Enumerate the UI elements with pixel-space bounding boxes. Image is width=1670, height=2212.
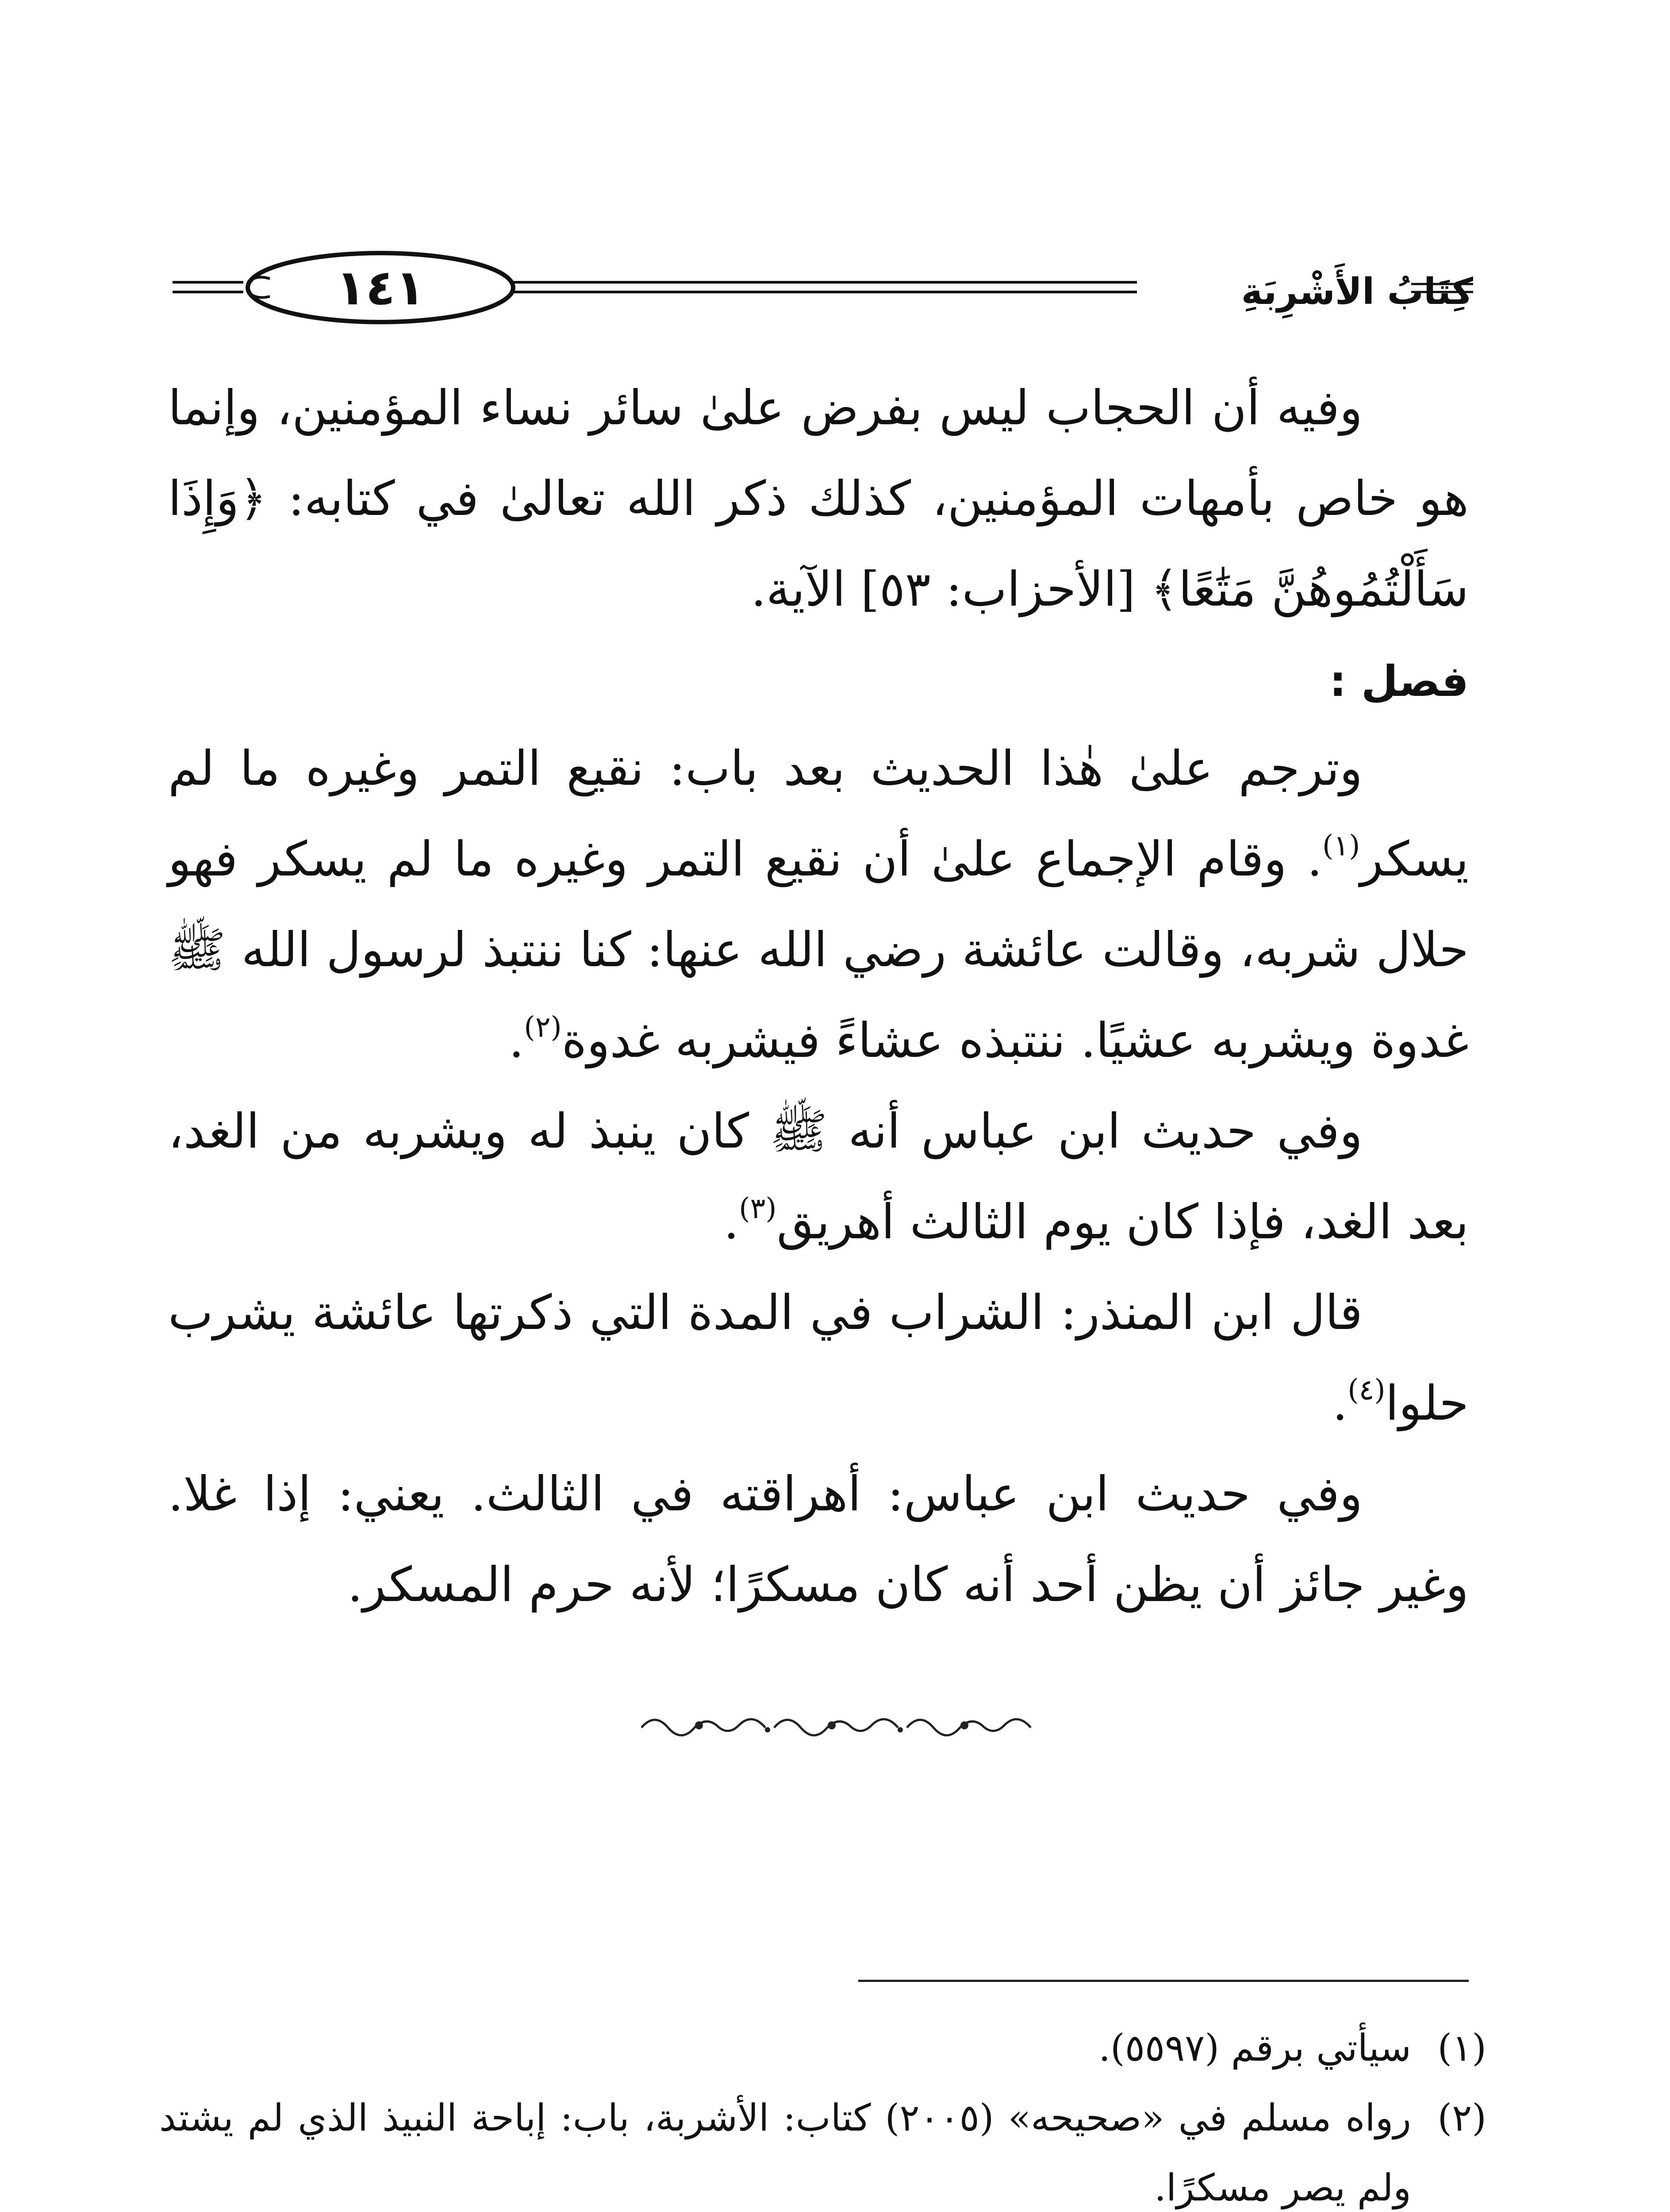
footnotes — [159, 2013, 1486, 2212]
footnote — [159, 2083, 1486, 2212]
paragraph-1: وفيه أن الحجاب ليس بفرض علىٰ سائر نساء المؤمنين، وإنما هو خاص بأمهات المؤمنين، كذلك ذكر الله تعالىٰ في كتابه: ﴿وَإِذَا سَأَلْتُمُوهُنَّ مَتَٰعًا﴾ [الأحزاب: ٥٣] الآية. — [168, 380, 1469, 617]
ornament-divider — [633, 1708, 1048, 1747]
footnote-number: (٢) — [1437, 2096, 1486, 2139]
footnote-ref-3[interactable]: (٣) — [739, 1192, 777, 1225]
paragraph-2-part-c: . — [509, 1013, 524, 1068]
paragraph-4-part-b: . — [1332, 1376, 1348, 1431]
main-text — [168, 363, 1469, 1630]
paragraph-3-part-a: وفي حديث ابن عباس أنه ﷺ كان ينبذ له ويشربه من الغد، بعد الغد، فإذا كان يوم الثالث أهريق — [168, 1104, 1469, 1250]
footnote-ref-2[interactable]: (٢) — [524, 1010, 562, 1044]
footnote-number: (١) — [1437, 2026, 1486, 2070]
paragraph-3-part-b: . — [723, 1194, 739, 1250]
footnote-text: سيأتي برقم (٥٥٩٧). — [1098, 2026, 1411, 2070]
paragraph-5: وفي حديث ابن عباس: أهراقته في الثالث. يعني: إذا غلا. وغير جائز أن يظن أحد أنه كان مسكرًا؛ لأنه حرم المسكر. — [168, 1467, 1469, 1613]
footnote — [159, 2013, 1486, 2083]
paragraph-4-part-a: قال ابن المنذر: الشراب في المدة التي ذكرتها عائشة يشرب حلوا — [168, 1285, 1469, 1431]
footnote-ref-4[interactable]: (٤) — [1348, 1373, 1386, 1407]
paragraph-2-part-b: . وقام الإجماع علىٰ أن نقيع التمر وغيره ما لم يسكر فهو حلال شربه، وقالت عائشة رضي الله عنها: كنا ننتبذ لرسول الله ﷺ غدوة ويشربه عشيًا. ننتبذه عشاءً فيشربه غدوة — [168, 832, 1469, 1068]
page-header — [173, 248, 1473, 327]
page-number: ١٤١ — [336, 259, 425, 316]
paragraph-2 — [168, 723, 1469, 1086]
paragraph-3 — [168, 1086, 1469, 1267]
footnote-separator — [858, 1980, 1469, 1982]
book-title: كِتَابُ الأَشْرِبَةِ — [1241, 271, 1473, 313]
section-heading: فصل : — [1329, 657, 1469, 706]
paragraph-2-part-a: وترجم علىٰ هٰذا الحديث بعد باب: نقيع التمر وغيره ما لم يسكر — [168, 741, 1469, 887]
footnote-ref-1[interactable]: (١) — [1322, 829, 1360, 863]
footnote-text: رواه مسلم في «صحيحه» (٢٠٠٥) كتاب: الأشربة، باب: إباحة النبيذ الذي لم يشتد ولم يصر مسكرًا. — [159, 2096, 1411, 2209]
paragraph-4 — [168, 1267, 1469, 1449]
